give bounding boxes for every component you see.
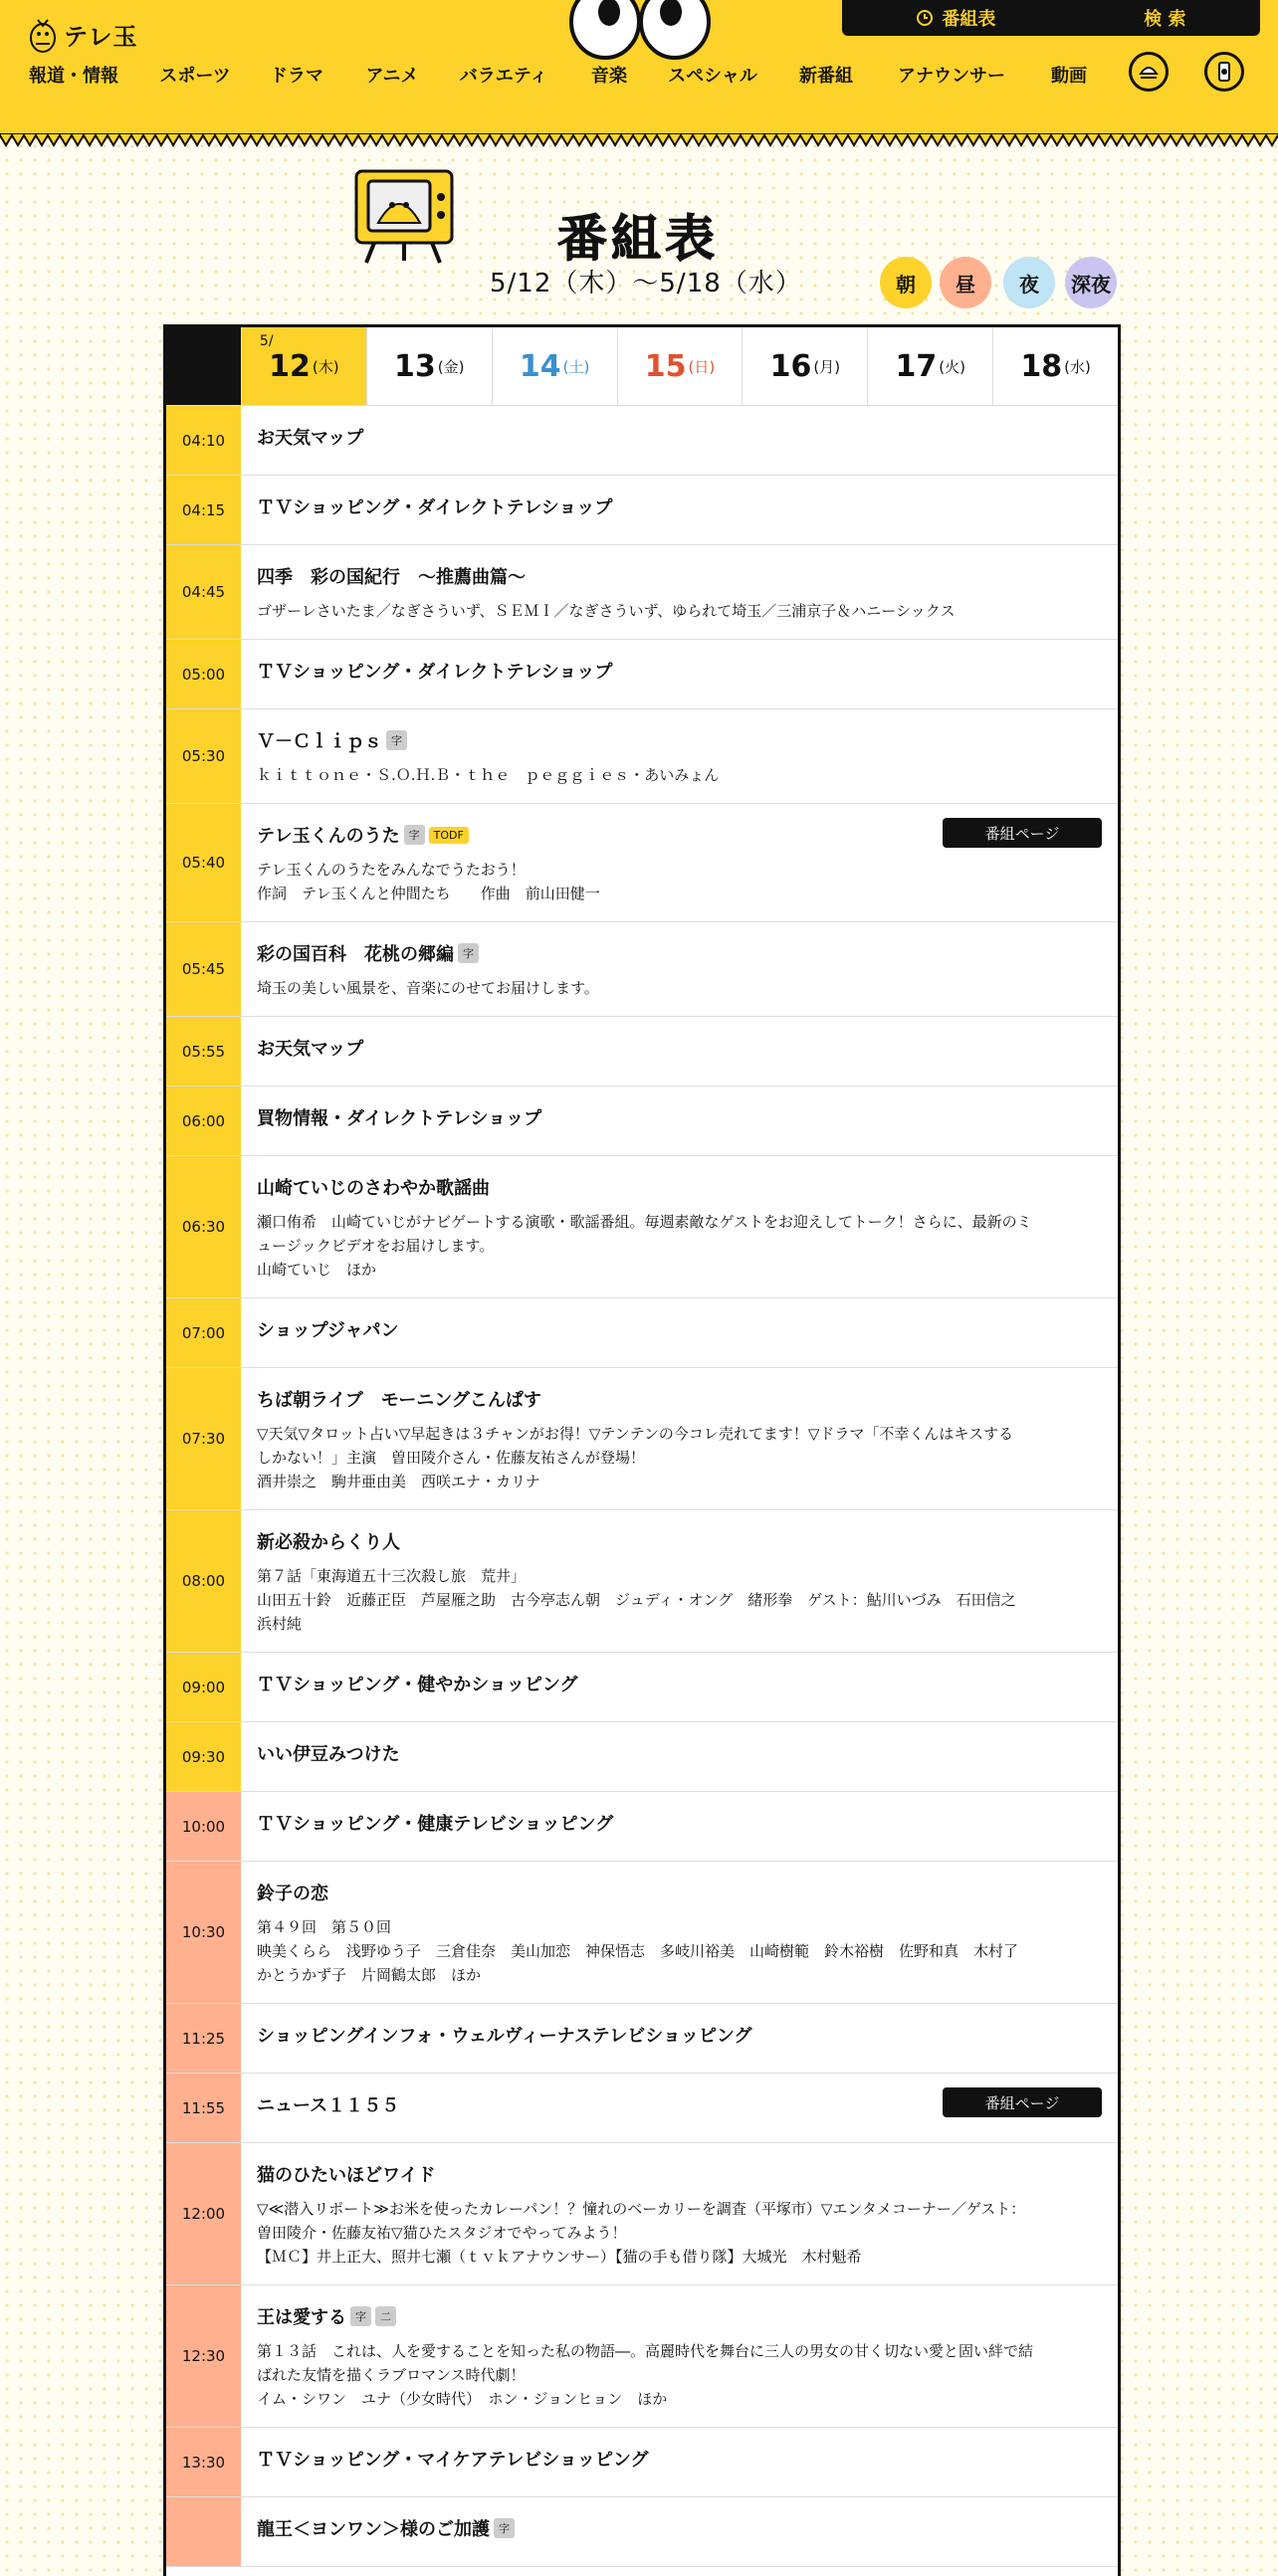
day-tab[interactable] [241,327,366,405]
day-month: 5/ [259,333,274,349]
program-badge: 字 [494,2518,515,2538]
search-button[interactable]: 検 索 [1144,9,1186,30]
program-title-line [257,1671,1102,1696]
nav-special[interactable]: スペシャル [668,66,757,87]
day-number: 18 [1020,348,1063,384]
program-content [241,2143,1118,2284]
program-content [241,545,1118,639]
logo-text: テレ玉 [64,22,138,51]
program-description [257,763,1102,787]
program-title[interactable]: お天気マップ [257,428,364,449]
program-time [166,2497,241,2566]
program-title-line [257,2303,1102,2329]
description-line: ュージックビデオをお届けします。 [257,1237,495,1255]
nav-new-programs[interactable]: 新番組 [799,66,853,87]
program-row [166,640,1118,709]
program-time: 07:00 [166,1298,241,1367]
program-content [241,1156,1118,1297]
program-time: 05:55 [166,1017,241,1086]
program-time: 13:30 [166,2428,241,2496]
program-time: 09:30 [166,1722,241,1791]
day-weekday: (木) [312,357,339,376]
top-bar [842,0,1260,36]
day-number: 13 [394,348,436,384]
description-line: 曽田陵介・佐藤友祐▽猫ひたスタジオでやってみよう！ [257,2224,627,2242]
nav-variety[interactable]: バラエティ [459,66,548,87]
program-time: 06:00 [166,1087,241,1155]
program-content [241,1510,1118,1652]
corner-cell [166,327,241,405]
program-title[interactable]: 猫のひたいほどワイド [257,2165,436,2186]
program-row [166,2497,1118,2567]
program-content [241,2074,1118,2142]
nav-videos[interactable]: 動画 [1051,66,1087,87]
program-row [166,476,1118,545]
program-description [257,1564,1102,1636]
program-title[interactable]: 山崎ていじのさわやか歌謡曲 [257,1178,490,1199]
program-time: 10:30 [166,1862,241,2003]
day-number: 14 [519,348,561,384]
program-title-line [257,1810,1102,1836]
program-time: 07:30 [166,1368,241,1509]
program-description [257,976,1102,1000]
description-line: ばれた友情を描くラブロマンス時代劇！ [257,2366,526,2384]
description-line: ▽天気▽タロット占い▽早起きは３チャンがお得！▽テンテンの今コレ売れてます！▽ドラマ「不幸くんはキスする [257,1425,1014,1443]
site-logo[interactable] [28,14,138,54]
description-line: イム・シワン ユナ（少女時代） ホン・ジョンヒョン ほか [257,2390,668,2408]
program-description [257,858,1102,905]
time-filter-night[interactable]: 夜 [1003,257,1055,308]
program-title-line [257,2446,1102,2472]
nav-announcers[interactable]: アナウンサー [898,66,1005,87]
mascot-eyes-icon [565,0,715,62]
description-line: 瀬口侑希 山崎ていじがナビゲートする演歌・歌謡番組。毎週素敵なゲストをお迎えしてトーク！さらに、最新のミ [257,1213,1032,1231]
main-nav [0,62,1278,98]
program-content [241,2004,1118,2073]
date-range: 5/12（木）〜5/18（水） [490,269,802,298]
program-time: 08:00 [166,1510,241,1652]
program-title-line [257,727,1102,753]
program-title[interactable]: ＴＶショッピング・マイケアテレビショッピング [257,2450,649,2471]
program-badge: 二 [375,2306,396,2326]
program-time: 11:25 [166,2004,241,2073]
day-tab[interactable] [366,327,492,405]
program-title-line [257,494,1102,519]
program-title-line [257,1104,1102,1130]
program-title[interactable]: Ｖ－Ｃｌｉｐｓ [257,731,382,752]
program-time: 06:30 [166,1156,241,1297]
program-row [166,1156,1118,1298]
description-line: 【ＭＣ】井上正大、照井七瀬（ｔｖｋアナウンサー）【猫の手も借り隊】大城光 木村魁希 [257,2248,862,2266]
program-row [166,406,1118,476]
description-line: ｋｉｔｔｏｎｅ・Ｓ.Ｏ.Ｈ.Ｂ・ｔｈｅ ｐｅｇｇｉｅｓ・あいみょん [257,766,720,784]
day-weekday: (水) [1064,357,1091,376]
program-row [166,545,1118,640]
program-description [257,1422,1102,1493]
program-time: 05:45 [166,922,241,1016]
program-description [257,2197,1102,2269]
day-number: 17 [895,348,938,384]
program-title-line [257,658,1102,684]
nav-drama[interactable]: ドラマ [270,66,323,87]
program-description [257,1915,1102,1987]
program-row [166,1087,1118,1156]
day-tab[interactable] [492,327,617,405]
description-line: 山崎ていじ ほか [257,1261,377,1279]
time-filter-late-night[interactable]: 深夜 [1065,257,1117,308]
program-time: 12:30 [166,2285,241,2427]
schedule-table [163,324,1121,2576]
program-row [166,804,1118,922]
program-row [166,709,1118,804]
description-line: 第４９回 第５０回 [257,1918,392,1936]
program-content [241,406,1118,475]
program-time: 04:10 [166,406,241,475]
schedule-link[interactable] [916,5,995,31]
program-content [241,1862,1118,2003]
program-content [241,922,1118,1016]
program-title[interactable]: お天気マップ [257,1039,364,1060]
day-tab[interactable] [742,327,867,405]
program-badge: 字 [458,943,479,963]
program-time: 12:00 [166,2143,241,2284]
program-title[interactable]: ニュース１１５５ [257,2095,400,2116]
program-content [241,1653,1118,1721]
program-row [166,1653,1118,1722]
nav-sports[interactable]: スポーツ [159,66,231,87]
program-title[interactable]: 新必殺からくり人 [257,1532,400,1553]
program-title-line [257,1880,1102,1905]
day-weekday: (土) [562,357,590,376]
program-time: 05:40 [166,804,241,921]
program-title[interactable]: テレ玉くんのうた [257,826,400,847]
program-content [241,1792,1118,1861]
program-content [241,804,1118,921]
day-weekday: (月) [813,357,841,376]
program-title[interactable]: ショッピングインフォ・ウェルヴィーナステレビショッピング [257,2026,752,2047]
program-row [166,2285,1118,2428]
program-time: 11:55 [166,2074,241,2142]
program-row [166,1792,1118,1862]
program-time: 09:00 [166,1653,241,1721]
clock-icon [916,9,934,27]
day-header [166,327,1118,406]
day-number: 15 [644,348,687,384]
program-badge: TODF [429,827,469,844]
program-content [241,709,1118,803]
description-line: 第１３話 これは、人を愛することを知った私の物語―。高麗時代を舞台に三人の男女の甘く切ない愛と固い絆で結 [257,2342,1034,2360]
program-description [257,2339,1102,2411]
header-zigzag [0,133,1278,149]
program-row [166,1722,1118,1792]
nav-anime[interactable]: アニメ [365,66,419,87]
description-line: 山田五十鈴 近藤正臣 芦屋雁之助 古今亭志ん朝 ジュディ・オング 緒形拳 ゲスト：鮎川いづみ 石田信之 [257,1591,1016,1609]
description-line: ▽≪潜入リポート≫お米を使ったカレーパン！？憧れのベーカリーを調査（平塚市）▽エンタメコーナー／ゲスト： [257,2200,1026,2218]
program-content [241,476,1118,544]
program-time: 05:00 [166,640,241,708]
program-content [241,2428,1118,2496]
program-description [257,1210,1102,1282]
program-row [166,1510,1118,1653]
day-number: 16 [769,348,812,384]
program-badge: 字 [350,2306,371,2326]
program-time: 04:15 [166,476,241,544]
program-description [257,599,1102,623]
program-title-line [257,1740,1102,1766]
program-title[interactable]: ＴＶショッピング・健やかショッピング [257,1675,578,1695]
time-filter-noon[interactable]: 昼 [940,257,991,308]
program-page-button[interactable]: 番組ページ [943,818,1102,848]
description-line: 映美くらら 浅野ゆう子 三倉佳奈 美山加恋 神保悟志 多岐川裕美 山崎樹範 鈴木裕樹 佐野和真 木村了 [257,1942,1019,1960]
program-content [241,1298,1118,1367]
program-title[interactable]: ショップジャパン [257,1320,399,1341]
day-weekday: (火) [939,357,965,376]
program-time: 04:45 [166,545,241,639]
program-page-button[interactable]: 番組ページ [943,2087,1102,2117]
program-title[interactable]: ＴＶショッピング・ダイレクトテレショップ [257,497,613,518]
program-row [166,2074,1118,2143]
program-title[interactable]: ちば朝ライブ モーニングこんぱす [257,1390,541,1411]
description-line: かとうかず子 片岡鶴太郎 ほか [257,1966,482,1984]
program-badge: 字 [386,730,407,750]
program-row [166,1298,1118,1368]
nav-music[interactable]: 音楽 [591,66,627,87]
program-content [241,2497,1118,2566]
time-filter-morning[interactable]: 朝 [880,257,932,308]
program-title[interactable]: 買物情報・ダイレクトテレショップ [257,1108,542,1129]
program-title-line [257,1174,1102,1200]
telletama-point-link[interactable] [1204,52,1244,92]
program-content [241,640,1118,708]
day-tab[interactable] [992,327,1118,405]
program-title-line [257,1316,1102,1342]
program-title[interactable]: 鈴子の恋 [257,1883,328,1904]
description-line: 第７話「東海道五十三次殺し旅 荒井」 [257,1567,527,1585]
description-line: ゴザーレさいたま／なぎさういず、ＳＥＭＩ／なぎさういず、ゆられて埼玉／三浦京子＆ハニーシックス [257,602,956,620]
telletama-mascot-icon [28,14,58,54]
tv-mascot-icon [352,167,462,267]
program-row [166,1862,1118,2004]
program-badge: 字 [404,825,425,845]
program-title-line [257,1035,1102,1061]
program-content [241,1722,1118,1791]
program-title-line [257,1528,1102,1554]
day-tab[interactable] [867,327,992,405]
day-tab[interactable] [617,327,743,405]
program-time: 05:30 [166,709,241,803]
program-list [166,406,1118,2567]
program-row [166,2428,1118,2497]
program-title-line [257,2161,1102,2187]
mascot-face-icon [1137,60,1161,84]
program-row [166,1017,1118,1087]
description-line: しかない！」主演 曽田陵介さん・佐藤友祐さんが登場！ [257,1449,646,1467]
description-line: 作詞 テレ玉くんと仲間たち 作曲 前山田健一 [257,885,600,902]
program-title[interactable]: 彩の国百科 花桃の郷編 [257,944,454,965]
telletama-kun-link[interactable] [1129,52,1169,92]
site-header [0,0,1278,139]
page-title: 番組表 [557,210,719,268]
program-title-line [257,563,1102,589]
description-line: テレ玉くんのうたをみんなでうたおう！ [257,861,526,879]
program-content [241,2285,1118,2427]
phone-icon [1212,60,1236,84]
program-title[interactable]: ＴＶショッピング・健康テレビショッピング [257,1814,614,1835]
program-content [241,1087,1118,1155]
day-weekday: (金) [437,357,465,376]
day-number: 12 [269,348,311,384]
program-title[interactable]: 王は愛する [257,2307,346,2328]
program-title-line [257,1386,1102,1412]
description-line: 浜村純 [257,1615,303,1633]
program-time: 10:00 [166,1792,241,1861]
program-title[interactable]: いい伊豆みつけた [257,1744,400,1765]
day-weekday: (日) [688,357,716,376]
program-title-line [257,424,1102,450]
nav-news[interactable]: 報道・情報 [29,66,118,87]
program-content [241,1368,1118,1509]
program-title[interactable]: 龍王＜ヨンワン＞様のご加護 [257,2519,490,2540]
program-title[interactable]: 四季 彩の国紀行 ～推薦曲篇～ [257,567,526,588]
program-row [166,2004,1118,2074]
program-row [166,1368,1118,1510]
program-title-line [257,2022,1102,2048]
description-line: 埼玉の美しい風景を、音楽にのせてお届けします。 [257,979,599,997]
program-title-line [257,2515,1102,2541]
description-line: 酒井崇之 駒井亜由美 西咲エナ・カリナ [257,1473,540,1490]
program-content [241,1017,1118,1086]
program-title-line [257,940,1102,966]
program-row [166,2143,1118,2285]
program-title[interactable]: ＴＶショッピング・ダイレクトテレショップ [257,662,613,683]
schedule-link-label: 番組表 [942,9,996,30]
program-row [166,922,1118,1017]
